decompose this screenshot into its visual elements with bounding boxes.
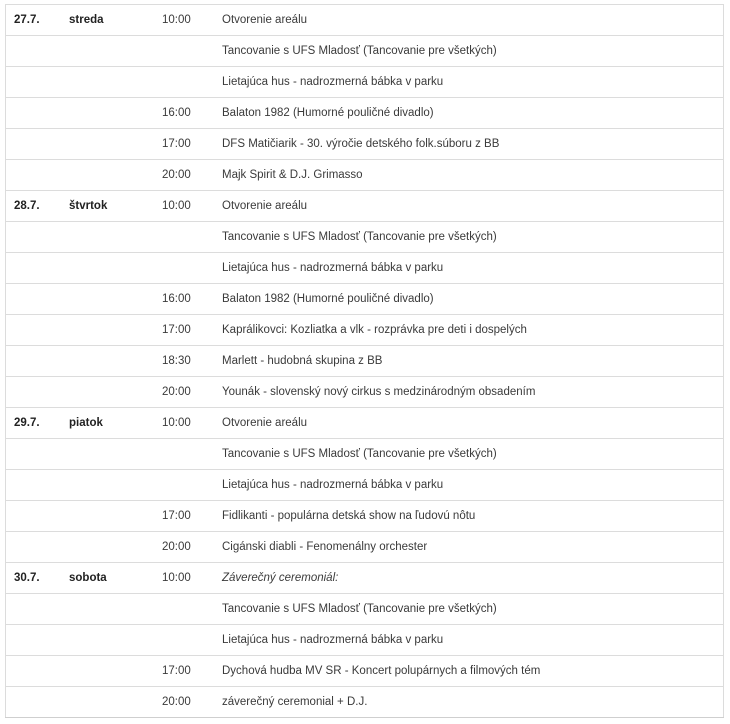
row-event: Balaton 1982 (Humorné pouličné divadlo)	[222, 98, 724, 129]
schedule-row	[6, 253, 724, 284]
schedule-row	[6, 98, 724, 129]
schedule-row	[6, 67, 724, 98]
row-event: Lietajúca hus - nadrozmerná bábka v parku	[222, 625, 724, 656]
row-time: 17:00	[162, 129, 222, 160]
row-day	[69, 656, 162, 687]
row-event: Lietajúca hus - nadrozmerná bábka v parku	[222, 253, 724, 284]
schedule-row	[6, 594, 724, 625]
row-time: 16:00	[162, 98, 222, 129]
schedule-row	[6, 315, 724, 346]
row-day	[69, 470, 162, 501]
row-day	[69, 346, 162, 377]
row-event: DFS Matičiarik - 30. výročie detského folk.súboru z BB	[222, 129, 724, 160]
row-time: 10:00	[162, 191, 222, 222]
row-day: streda	[69, 5, 162, 36]
row-event: Tancovanie s UFS Mladosť (Tancovanie pre všetkých)	[222, 594, 724, 625]
row-day	[69, 532, 162, 563]
schedule-row	[6, 408, 724, 439]
row-time: 17:00	[162, 315, 222, 346]
row-date	[6, 625, 70, 656]
schedule-row	[6, 222, 724, 253]
row-event: Tancovanie s UFS Mladosť (Tancovanie pre všetkých)	[222, 439, 724, 470]
row-event: Fidlikanti - populárna detská show na ľudovú nôtu	[222, 501, 724, 532]
row-date	[6, 67, 70, 98]
row-time	[162, 625, 222, 656]
schedule-row	[6, 36, 724, 67]
row-time: 20:00	[162, 532, 222, 563]
row-time	[162, 439, 222, 470]
row-date	[6, 346, 70, 377]
schedule-row	[6, 656, 724, 687]
schedule-row	[6, 501, 724, 532]
row-date	[6, 439, 70, 470]
row-date	[6, 594, 70, 625]
row-day	[69, 625, 162, 656]
schedule-table	[5, 4, 724, 718]
schedule-row	[6, 284, 724, 315]
row-time: 16:00	[162, 284, 222, 315]
row-event: Lietajúca hus - nadrozmerná bábka v parku	[222, 470, 724, 501]
row-event: Younák - slovenský nový cirkus s medzinárodným obsadením	[222, 377, 724, 408]
row-event: Majk Spirit & D.J. Grimasso	[222, 160, 724, 191]
row-date: 27.7.	[6, 5, 70, 36]
row-date	[6, 501, 70, 532]
row-event: Otvorenie areálu	[222, 191, 724, 222]
row-event: Tancovanie s UFS Mladosť (Tancovanie pre všetkých)	[222, 222, 724, 253]
row-day	[69, 284, 162, 315]
row-date	[6, 315, 70, 346]
schedule-row	[6, 470, 724, 501]
row-day	[69, 253, 162, 284]
row-day	[69, 687, 162, 718]
row-time: 20:00	[162, 377, 222, 408]
row-event: Lietajúca hus - nadrozmerná bábka v parku	[222, 67, 724, 98]
row-day	[69, 501, 162, 532]
row-day	[69, 98, 162, 129]
row-time	[162, 222, 222, 253]
row-day	[69, 67, 162, 98]
row-event: Otvorenie areálu	[222, 5, 724, 36]
row-day	[69, 439, 162, 470]
row-date	[6, 36, 70, 67]
row-day: sobota	[69, 563, 162, 594]
schedule-row	[6, 191, 724, 222]
schedule-row	[6, 160, 724, 191]
row-date: 29.7.	[6, 408, 70, 439]
row-time: 20:00	[162, 687, 222, 718]
schedule-row	[6, 625, 724, 656]
schedule-row	[6, 687, 724, 718]
row-event: Záverečný ceremoniál:	[222, 563, 724, 594]
row-time: 20:00	[162, 160, 222, 191]
row-date	[6, 532, 70, 563]
schedule-row	[6, 129, 724, 160]
row-event: Marlett - hudobná skupina z BB	[222, 346, 724, 377]
row-date	[6, 160, 70, 191]
row-day	[69, 377, 162, 408]
schedule-row	[6, 377, 724, 408]
row-event: Balaton 1982 (Humorné pouličné divadlo)	[222, 284, 724, 315]
row-date	[6, 98, 70, 129]
row-time	[162, 36, 222, 67]
schedule-row	[6, 346, 724, 377]
row-time	[162, 594, 222, 625]
row-time: 10:00	[162, 563, 222, 594]
row-date	[6, 222, 70, 253]
row-event: Cigánski diabli - Fenomenálny orchester	[222, 532, 724, 563]
schedule-row	[6, 439, 724, 470]
row-date	[6, 656, 70, 687]
row-day	[69, 222, 162, 253]
row-time: 10:00	[162, 5, 222, 36]
row-time	[162, 67, 222, 98]
row-time: 17:00	[162, 656, 222, 687]
row-day: piatok	[69, 408, 162, 439]
row-event: Kaprálikovci: Kozliatka a vlk - rozprávka pre deti i dospelých	[222, 315, 724, 346]
row-day	[69, 36, 162, 67]
row-date	[6, 284, 70, 315]
schedule-row	[6, 532, 724, 563]
row-event: Dychová hudba MV SR - Koncert polupárnych a filmových tém	[222, 656, 724, 687]
row-day	[69, 129, 162, 160]
row-date	[6, 253, 70, 284]
row-time	[162, 253, 222, 284]
row-date	[6, 470, 70, 501]
row-event: Tancovanie s UFS Mladosť (Tancovanie pre všetkých)	[222, 36, 724, 67]
row-day	[69, 594, 162, 625]
row-day: štvrtok	[69, 191, 162, 222]
schedule-row	[6, 563, 724, 594]
row-time	[162, 470, 222, 501]
row-day	[69, 315, 162, 346]
row-event: záverečný ceremonial + D.J.	[222, 687, 724, 718]
row-time: 18:30	[162, 346, 222, 377]
row-day	[69, 160, 162, 191]
row-time: 10:00	[162, 408, 222, 439]
schedule-body	[6, 5, 724, 718]
row-event: Otvorenie areálu	[222, 408, 724, 439]
row-date	[6, 377, 70, 408]
row-date: 28.7.	[6, 191, 70, 222]
schedule-row	[6, 5, 724, 36]
row-time: 17:00	[162, 501, 222, 532]
row-date	[6, 129, 70, 160]
row-date	[6, 687, 70, 718]
row-date: 30.7.	[6, 563, 70, 594]
